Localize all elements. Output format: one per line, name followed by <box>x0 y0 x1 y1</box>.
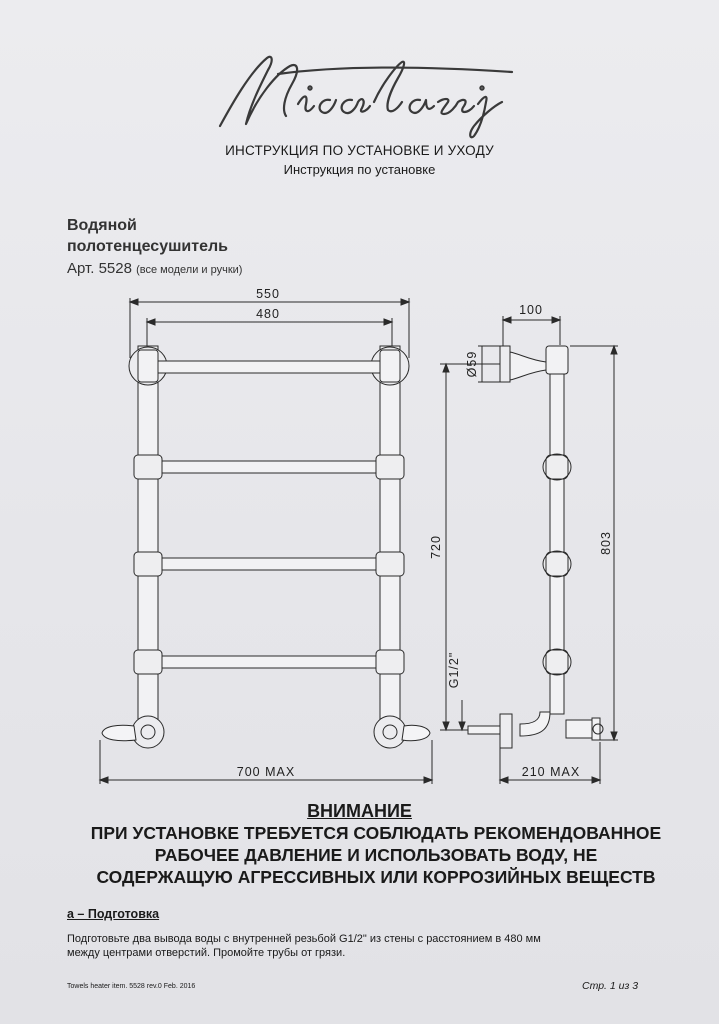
warning-line3: СОДЕРЖАЩУЮ АГРЕССИВНЫХ ИЛИ КОРРОЗИЙНЫХ ВЕЩЕСТВ <box>96 867 656 887</box>
footer-document-id: Towels heater item. 5528 rev.0 Feb. 2016 <box>67 983 196 990</box>
section-a-title: a – Подготовка <box>67 907 160 921</box>
dim-100-label: 100 <box>519 303 543 317</box>
dim-700max-label: 700 MAX <box>236 765 296 779</box>
product-article <box>67 260 242 277</box>
dim-803-label: 803 <box>599 531 613 555</box>
dim-720-label: 720 <box>429 535 443 559</box>
section-a-line2: между центрами отверстий. Промойте трубы от грязи. <box>67 947 346 959</box>
dim-thread-label: G1/2" <box>447 651 461 689</box>
document-title: ИНСТРУКЦИЯ ПО УСТАНОВКЕ И УХОДУ <box>225 143 494 158</box>
dim-210max-label: 210 MAX <box>521 765 581 779</box>
technical-drawing <box>0 280 719 790</box>
warning-line2: РАБОЧЕЕ ДАВЛЕНИЕ И ИСПОЛЬЗОВАТЬ ВОДУ, НЕ <box>154 845 598 865</box>
article-prefix: Арт. <box>67 260 95 277</box>
warning-body <box>56 822 696 888</box>
section-a-line1: Подготовьте два вывода воды с внутренней резьбой G1/2" из стены с расстоянием в 480 мм <box>67 933 541 945</box>
warning-line1: ПРИ УСТАНОВКЕ ТРЕБУЕТСЯ СОБЛЮДАТЬ РЕКОМЕНДОВАННОЕ <box>90 823 662 843</box>
warning-title: ВНИМАНИЕ <box>307 801 412 821</box>
footer-page-number: Стр. 1 из 3 <box>582 980 639 992</box>
nicolazzi-logo <box>212 44 522 144</box>
dim-diameter-59-label: Ø59 <box>465 350 479 378</box>
article-note: (все модели и ручки) <box>136 264 243 276</box>
product-name-line2: полотенцесушитель <box>67 238 228 255</box>
dim-550-label: 550 <box>256 287 280 301</box>
dim-480-label: 480 <box>256 307 280 321</box>
document-subtitle: Инструкция по установке <box>283 162 436 177</box>
section-a-text <box>67 932 607 960</box>
article-number: 5528 <box>98 260 132 277</box>
product-name-line1: Водяной <box>67 217 137 234</box>
